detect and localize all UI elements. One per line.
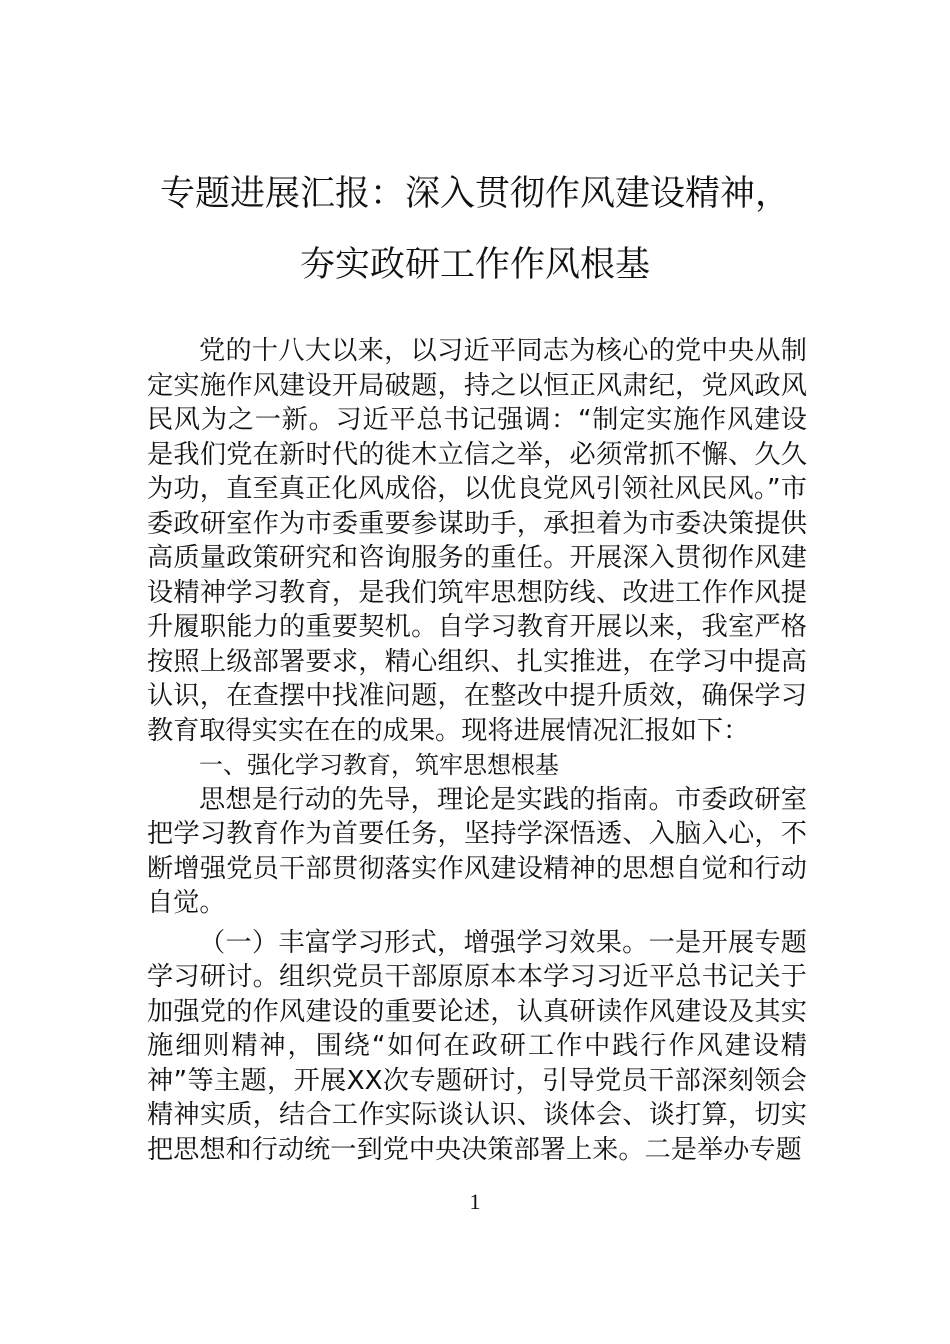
- paragraph-intro: 党的十八大以来，以习近平同志为核心的党中央从制定实施作风建设开局破题，持之以恒正风肃纪，党风政风民风为之一新。习近平总书记强调：“制定实施作风建设是我们党在新时代的徙木立信之举，必须常抓不懈、久久为功，直至真正化风成俗，以优良党风引领社风民风。”市委政研室作为市委重要参谋助手，承担着为市委决策提供高质量政策研究和咨询服务的重任。开展深入贯彻作风建设精神学习教育，是我们筑牢思想防线、改进工作作风提升履职能力的重要契机。自学习教育开展以来，我室严格按照上级部署要求，精心组织、扎实推进，在学习中提高认识，在查摆中找准问题，在整改中提升质效，确保学习教育取得实实在在的成果。现将进展情况汇报如下：: [147, 336, 807, 746]
- paragraph-subsection-1: （一）丰富学习形式，增强学习效果。一是开展专题学习研讨。组织党员干部原原本本学习习近平总书记关于加强党的作风建设的重要论述，认真研读作风建设及其实施细则精神，围绕“如何在政研工作中践行作风建设精神”等主题，开展XX次专题研讨，引导党员干部深刻领会精神实质，结合工作实际谈认识、谈体会、谈打算，切实把思想和行动统一到党中央决策部署上来。二是举办专题: [147, 927, 807, 1165]
- document-title-line-2: 夯实政研工作作风根基: [299, 245, 650, 285]
- paragraph-section-1: 思想是行动的先导，理论是实践的指南。市委政研室把学习教育作为首要任务，坚持学深悟透、入脑入心，不断增强党员干部贯彻落实作风建设精神的思想自觉和行动自觉。: [147, 784, 807, 918]
- page-number: 1: [469, 1189, 481, 1214]
- section-heading-1: 一、强化学习教育，筑牢思想根基: [199, 751, 559, 779]
- document-body: [147, 334, 807, 1167]
- document-title-line-1: 专题进展汇报：深入贯彻作风建设精神，: [159, 174, 790, 214]
